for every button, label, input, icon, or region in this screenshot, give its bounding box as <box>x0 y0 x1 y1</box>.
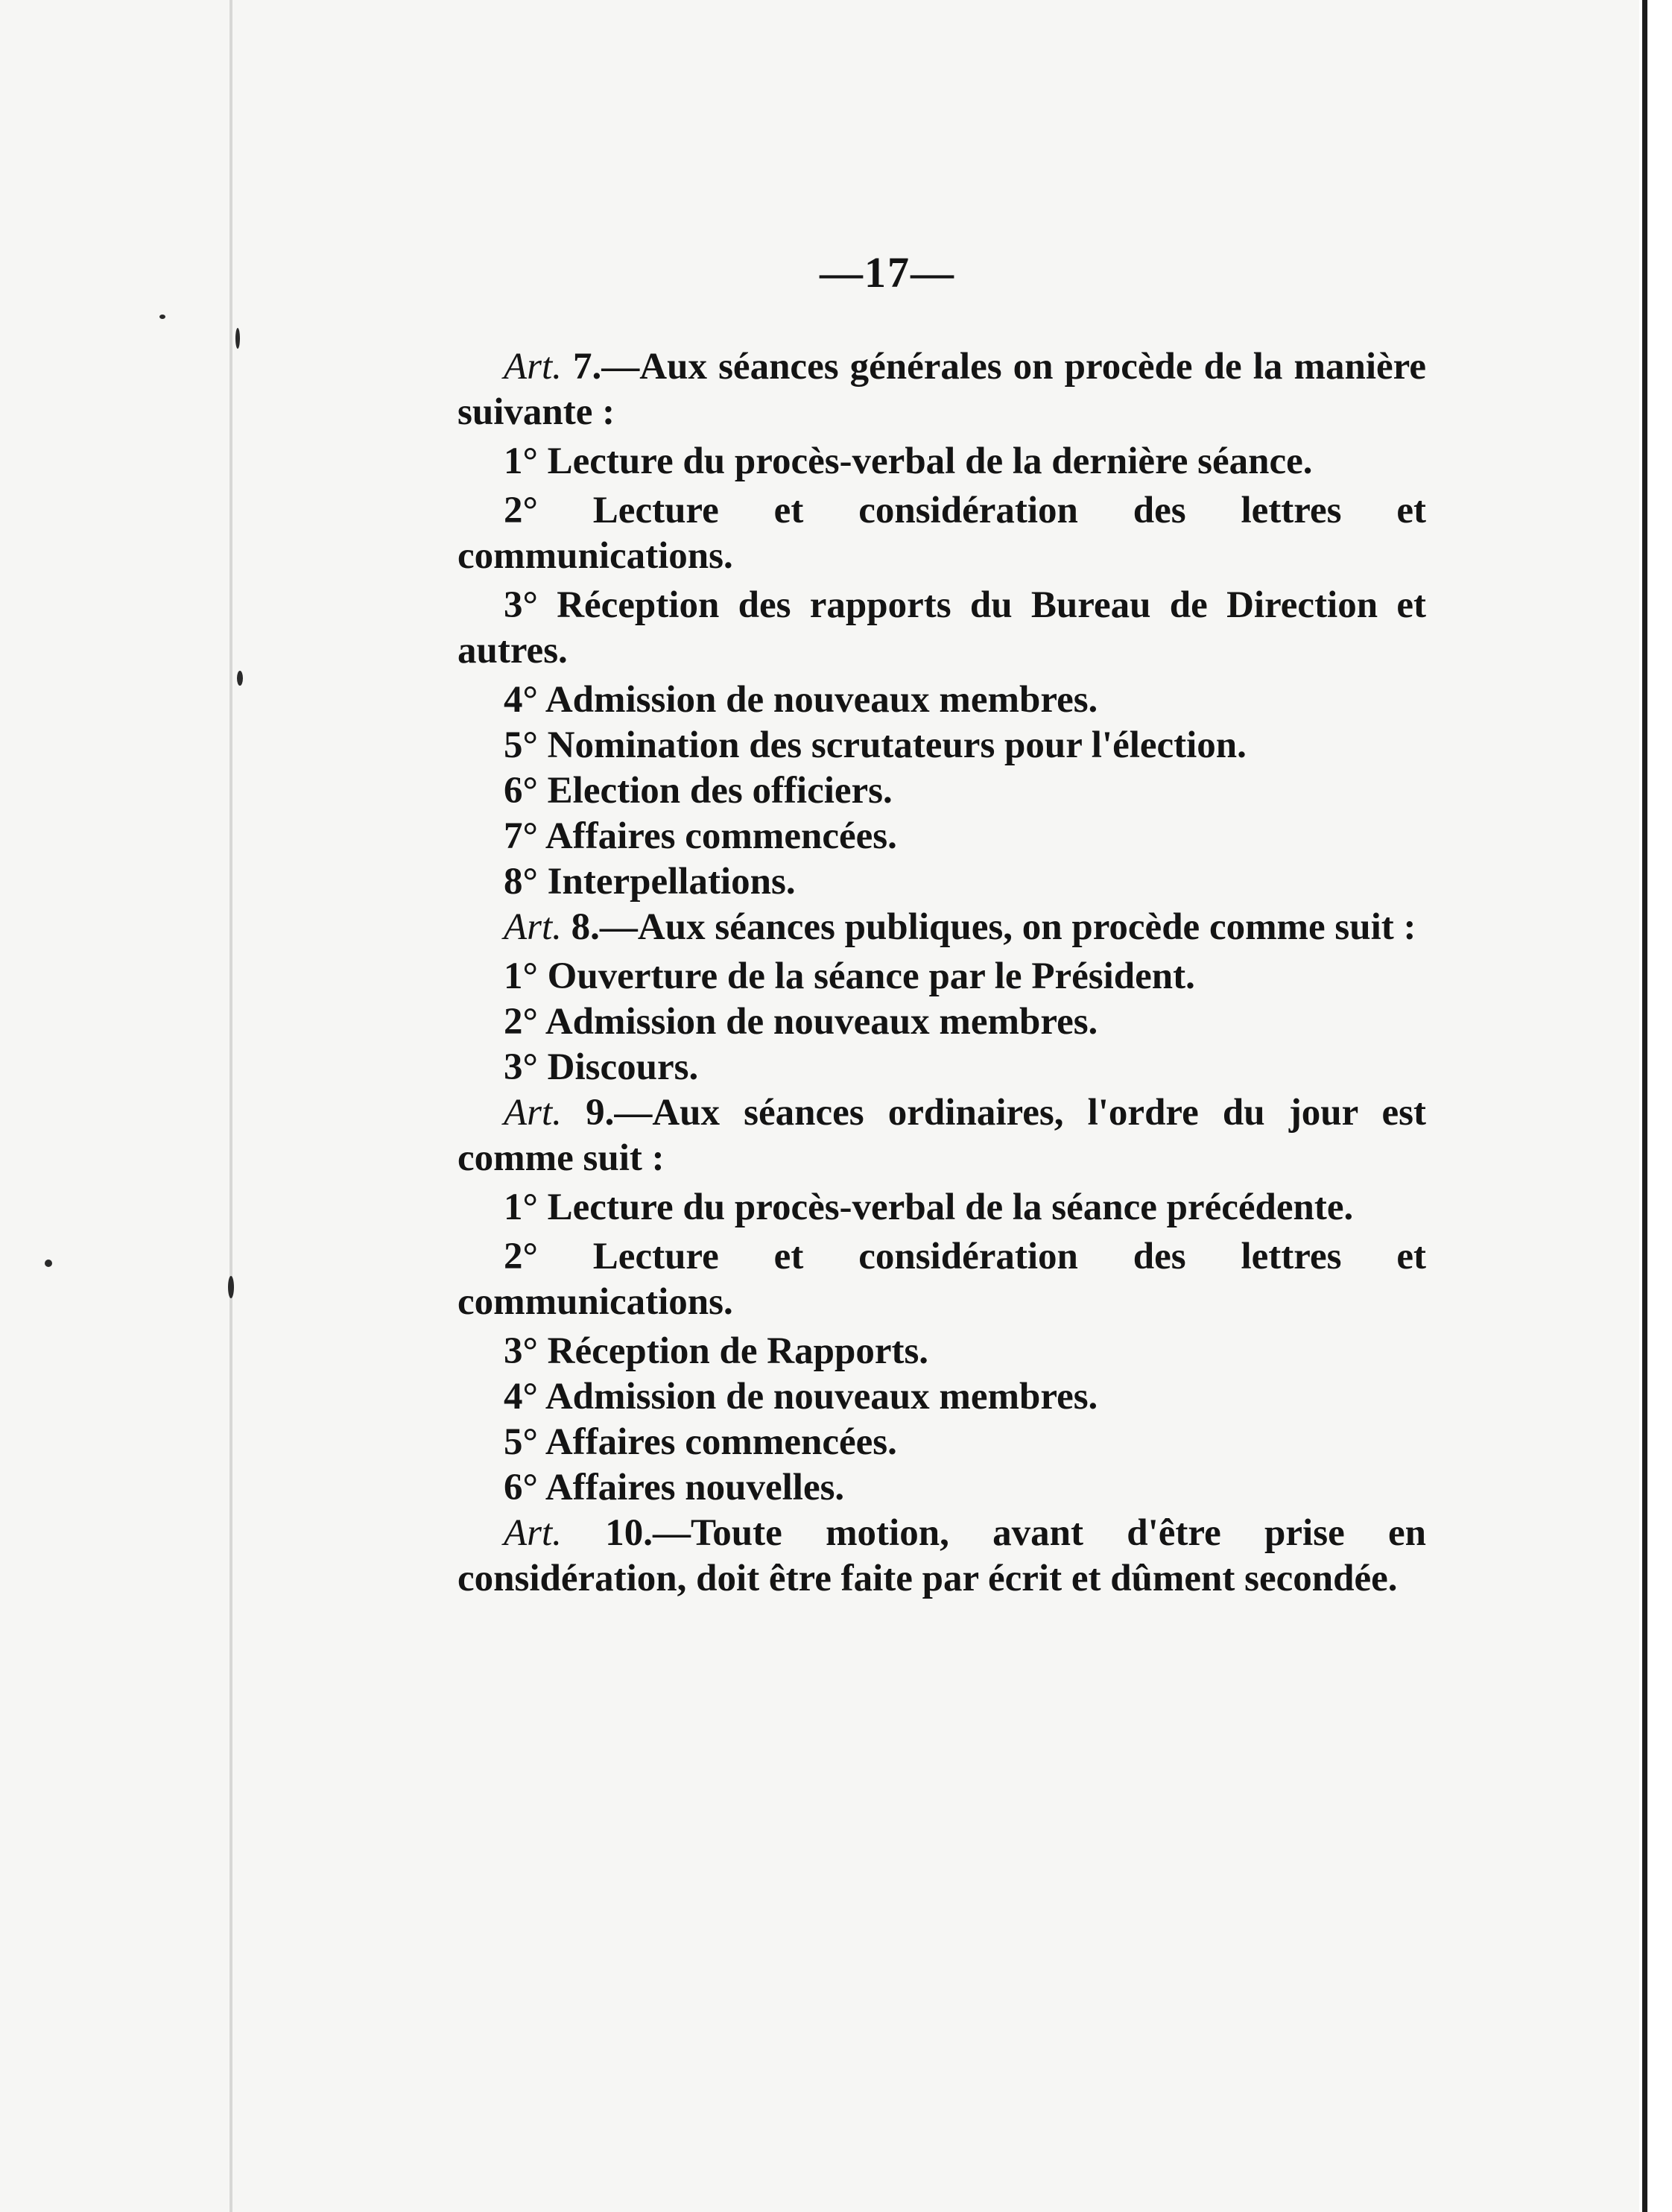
article-9-item-6: 6° Affaires nouvelles. <box>504 1467 845 1508</box>
page-number: —17— <box>820 248 955 297</box>
article-label: Art. <box>504 906 562 948</box>
article-7-item-4: 4° Admission de nouveaux membres. <box>504 679 1098 721</box>
article-text: 7.—Aux séances générales on procède de la manière suivante : <box>457 346 1426 433</box>
article-8-heading <box>457 905 1426 950</box>
article-9-heading <box>457 1090 1426 1181</box>
article-7-item-1: 1° Lecture du procès-verbal de la dernière séance. <box>504 440 1313 482</box>
article-7-item-6: 6° Election des officiers. <box>504 770 893 812</box>
scan-speck <box>159 315 165 319</box>
article-7-item-2: 2° Lecture et considération des lettres et communications. <box>457 490 1426 577</box>
article-7-item-3: 3° Réception des rapports du Bureau de Direction et autres. <box>457 584 1426 672</box>
article-text: 8.—Aux séances publiques, on procède comme suit : <box>571 906 1416 948</box>
article-9-item-3: 3° Réception de Rapports. <box>504 1330 929 1372</box>
article-8-item-1: 1° Ouverture de la séance par le Président. <box>504 955 1195 997</box>
scan-speck <box>228 1276 234 1298</box>
article-8-item-2: 2° Admission de nouveaux membres. <box>504 1001 1098 1043</box>
article-7-heading <box>457 344 1426 435</box>
article-label: Art. <box>504 1092 562 1134</box>
article-8-item-3: 3° Discours. <box>504 1046 699 1088</box>
article-9-item-2: 2° Lecture et considération des lettres et communications. <box>457 1236 1426 1323</box>
article-text: 10.—Toute motion, avant d'être prise en considération, doit être faite par écrit et dûment secondée. <box>457 1512 1426 1599</box>
scan-speck <box>45 1260 52 1267</box>
article-7-item-8: 8° Interpellations. <box>504 861 796 903</box>
page-fold-line <box>229 0 232 2212</box>
scan-speck <box>235 328 240 349</box>
article-label: Art. <box>504 1512 562 1554</box>
article-7-item-7: 7° Affaires commencées. <box>504 815 897 857</box>
article-label: Art. <box>504 346 562 388</box>
article-9-item-4: 4° Admission de nouveaux membres. <box>504 1376 1098 1418</box>
article-9-item-5: 5° Affaires commencées. <box>504 1421 897 1463</box>
article-10-heading <box>457 1511 1426 1602</box>
article-7-item-5: 5° Nomination des scrutateurs pour l'élection. <box>504 724 1247 766</box>
document-body <box>457 344 1426 1605</box>
article-9-item-1: 1° Lecture du procès-verbal de la séance précédente. <box>504 1186 1354 1228</box>
article-text: 9.—Aux séances ordinaires, l'ordre du jour est comme suit : <box>457 1092 1426 1179</box>
page-edge-line <box>1642 0 1647 2212</box>
scan-speck <box>237 671 243 686</box>
